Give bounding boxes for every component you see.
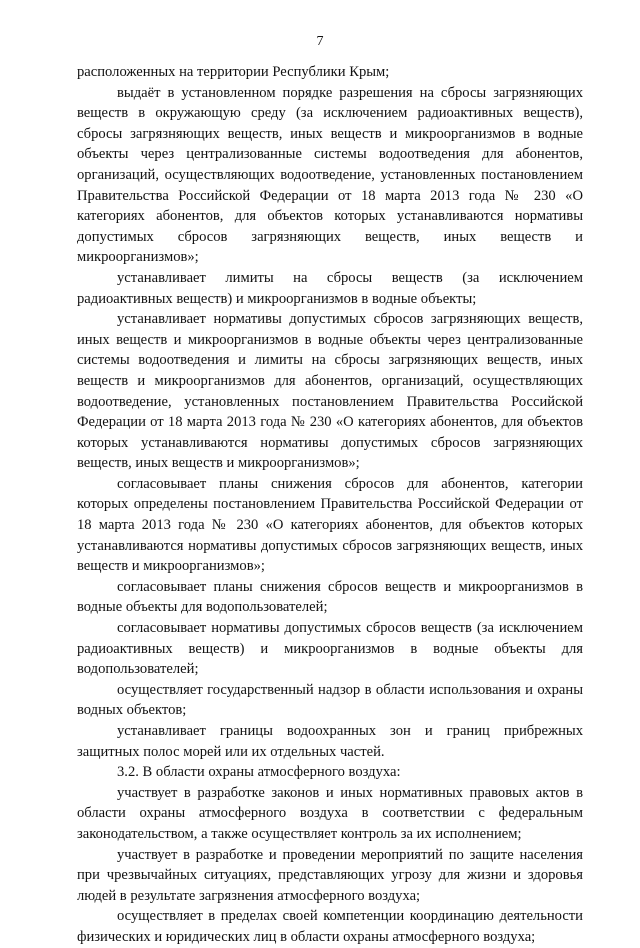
paragraph-discharge-permits: выдаёт в установленном порядке разрешения на сбросы загрязняющих веществ в окружающую среду (за исключением радиоактивных веществ), сбросы загрязняющих веществ, иных веществ и микроорганизмов в водные объекты через централизованные системы водоотведения для абонентов, организаций, осуществляющих водоотведение, установленных постановлением Правительства Российской Федерации от 18 марта 2013 года № 230 «О категориях абонентов, для объектов которых устанавливаются нормативы допустимых сбросов загрязняющих веществ, иных веществ и микроорганизмов»; [77,84,583,266]
paragraph-standards-water-users: согласовывает нормативы допустимых сбросов веществ (за исключением радиоактивных веществ) и микроорганизмов в водные объекты для водопользователей; [77,620,583,678]
paragraph-coordination: осуществляет в пределах своей компетенции координацию деятельности физических и юридических лиц в области охраны атмосферного воздуха; [77,908,583,945]
section-heading-air-protection: 3.2. В области охраны атмосферного воздуха: [117,764,401,781]
paragraph-reduction-plans-subscribers: согласовывает планы снижения сбросов для абонентов, категории которых определены постановлением Правительства Российской Федерации от 18 марта 2013 года № 230 «О категориях абонентов, для объектов которых устанавливаются нормативы допустимых сбросов загрязняющих веществ, иных веществ и микроорганизмов»; [77,475,583,575]
paragraph-reduction-plans-water-users: согласовывает планы снижения сбросов веществ и микроорганизмов в водные объекты для водопользователей; [77,578,583,616]
paragraph-state-supervision: осуществляет государственный надзор в области использования и охраны водных объектов; [77,681,583,719]
paragraph-discharge-limits: устанавливает лимиты на сбросы веществ (за исключением радиоактивных веществ) и микроорганизмов в водные объекты; [77,269,583,307]
paragraph-legislation: участвует в разработке законов и иных нормативных правовых актов в области охраны атмосферного воздуха в соответствии с федеральным законодательством, а также осуществляет контроль за их исполнением; [77,784,583,842]
paragraph-discharge-standards: устанавливает нормативы допустимых сбросов загрязняющих веществ, иных веществ и микроорганизмов в водные объекты через централизованные системы водоотведения и лимиты на сбросы загрязняющих веществ, иных веществ и микроорганизмов для абонентов, организаций, осуществляющих водоотведение, установленных постановлением Правительства Российской Федерации от 18 марта 2013 года № 230 «О категориях абонентов, для объектов которых устанавливаются нормативы допустимых сбросов загрязняющих веществ, иных веществ и микроорганизмов»; [77,311,583,472]
document-body [77,62,583,948]
page-number: 7 [316,34,324,49]
paragraph-emergency-measures: участвует в разработке и проведении мероприятий по защите населения при чрезвычайных ситуациях, представляющих угрозу для жизни и здоровья людей в результате загрязнения атмосферного воздуха; [77,846,583,904]
paragraph-protection-zones: устанавливает границы водоохранных зон и границ прибрежных защитных полос морей или их отдельных частей. [77,723,583,760]
paragraph-continuation: расположенных на территории Республики Крым; [77,64,390,80]
